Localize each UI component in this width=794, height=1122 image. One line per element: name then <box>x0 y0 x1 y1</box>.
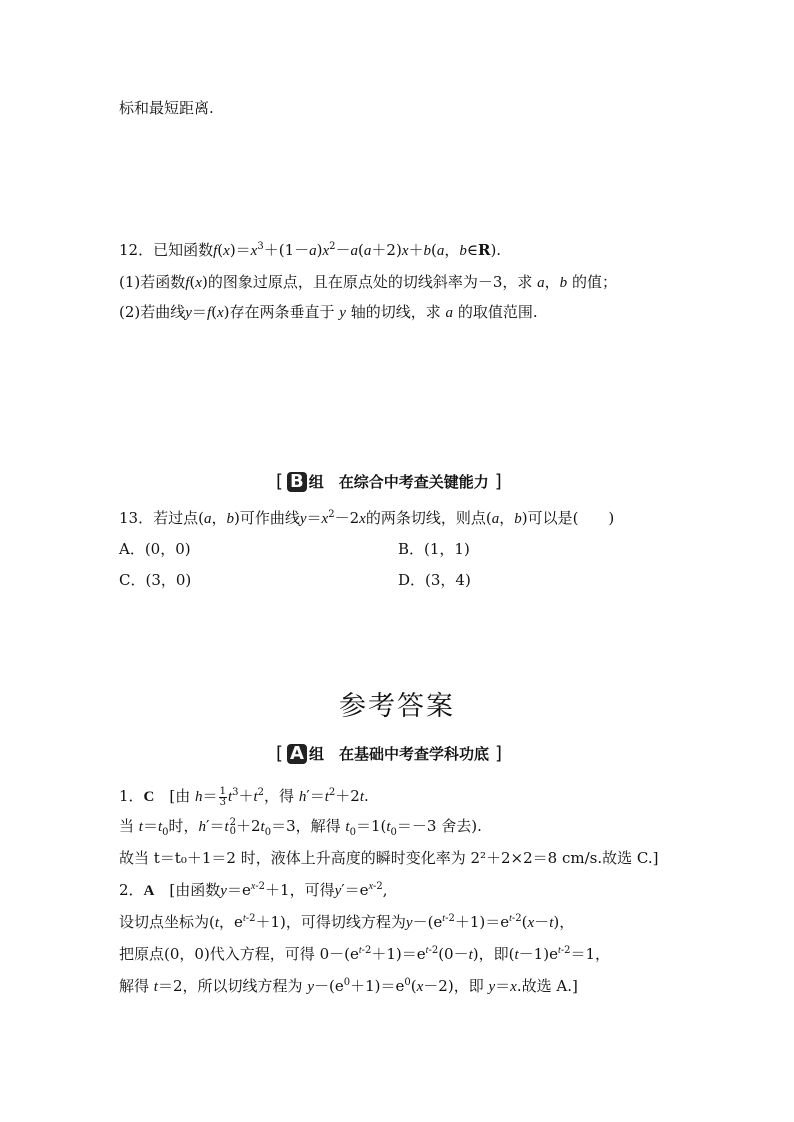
ans2-number: 2． <box>119 881 144 899</box>
q13-option-d[interactable]: D．(3，4) <box>398 571 471 589</box>
group-a-label: 组 在基础中考查学科功底 <box>308 745 489 763</box>
q13-number: 13． <box>119 509 154 527</box>
intro-text: 标和最短距离. <box>119 99 214 117</box>
group-b-label: 组 在综合中考查关键能力 <box>308 473 489 491</box>
ans2-line3: 把原点(0，0)代入方程，可得 $0-(e^{t-2}+1)=e^{t-2}(0-t)$，即$(t-1)e^{t-2}=1$， <box>119 945 611 963</box>
ans1-line1: 1．C [由 h＝ $\frac{1}{3}$ $t^3+t^2$，得 $h'=t^2+2t$. <box>119 785 369 808</box>
ans1-line3: 故当 t＝t₀＋1＝2 时，液体上升高度的瞬时变化率为 2²＋2×2＝8 cm/s.故选 C.] <box>119 849 659 867</box>
q13-option-b[interactable]: B．(1，1) <box>398 540 470 558</box>
q12-number: 12． <box>119 241 154 259</box>
group-a-badge: A <box>287 744 307 764</box>
group-b-badge: B <box>287 472 307 492</box>
group-a-heading: [ A 组 在基础中考查学科功底 ] <box>276 742 503 764</box>
q13-stem: 13．若过点(a，b)可作曲线$y=x^2-2x$的两条切线，则点(a，b)可以是( ) <box>119 509 615 527</box>
intro-fragment <box>119 98 214 118</box>
q12-part1: (1)若函数f(x)的图象过原点，且在原点处的切线斜率为－3，求 a，b 的值； <box>119 273 617 291</box>
q12-stem: 12．已知函数$f(x)=x^3+(1-a)x^2-a(a+2)x+b(a$，b∈R). <box>119 241 502 259</box>
ans2-line1: 2．A [由函数$y=e^{x-2}+1$，可得$y'=e^{x-2}$, <box>119 881 388 899</box>
ans1-number: 1． <box>119 787 144 805</box>
answers-title: 参考答案 <box>339 691 455 722</box>
group-b-heading: [ B 组 在综合中考查关键能力 ] <box>276 470 502 492</box>
q13-option-c[interactable]: C．(3，0) <box>119 571 192 589</box>
ans2-line4: 解得 t＝2，所以切线方程为 $y-(e^0+1)=e^0(x-2)$，即 y＝x.故选 A.] <box>119 977 578 995</box>
ans1-line2: 当 $t=t_0$时，h′＝t 2 0 $+2t_0=3$，解得 $t_0=1(t_0=-3$ 舍去). <box>119 817 482 838</box>
ans1-choice: C <box>143 789 155 805</box>
q12-stem-prefix: 已知函数 <box>153 241 214 259</box>
ans2-line2: 设切点坐标为(t，$e^{t-2}+1$)，可得切线方程为$y-(e^{t-2}+1)=e^{t-2}(x-t)$， <box>119 913 575 931</box>
q12-part2: (2)若曲线y＝f(x)存在两条垂直于 y 轴的切线，求 a 的取值范围. <box>119 303 538 321</box>
ans2-choice: A <box>143 883 155 899</box>
q13-option-a[interactable]: A．(0，0) <box>119 540 191 558</box>
